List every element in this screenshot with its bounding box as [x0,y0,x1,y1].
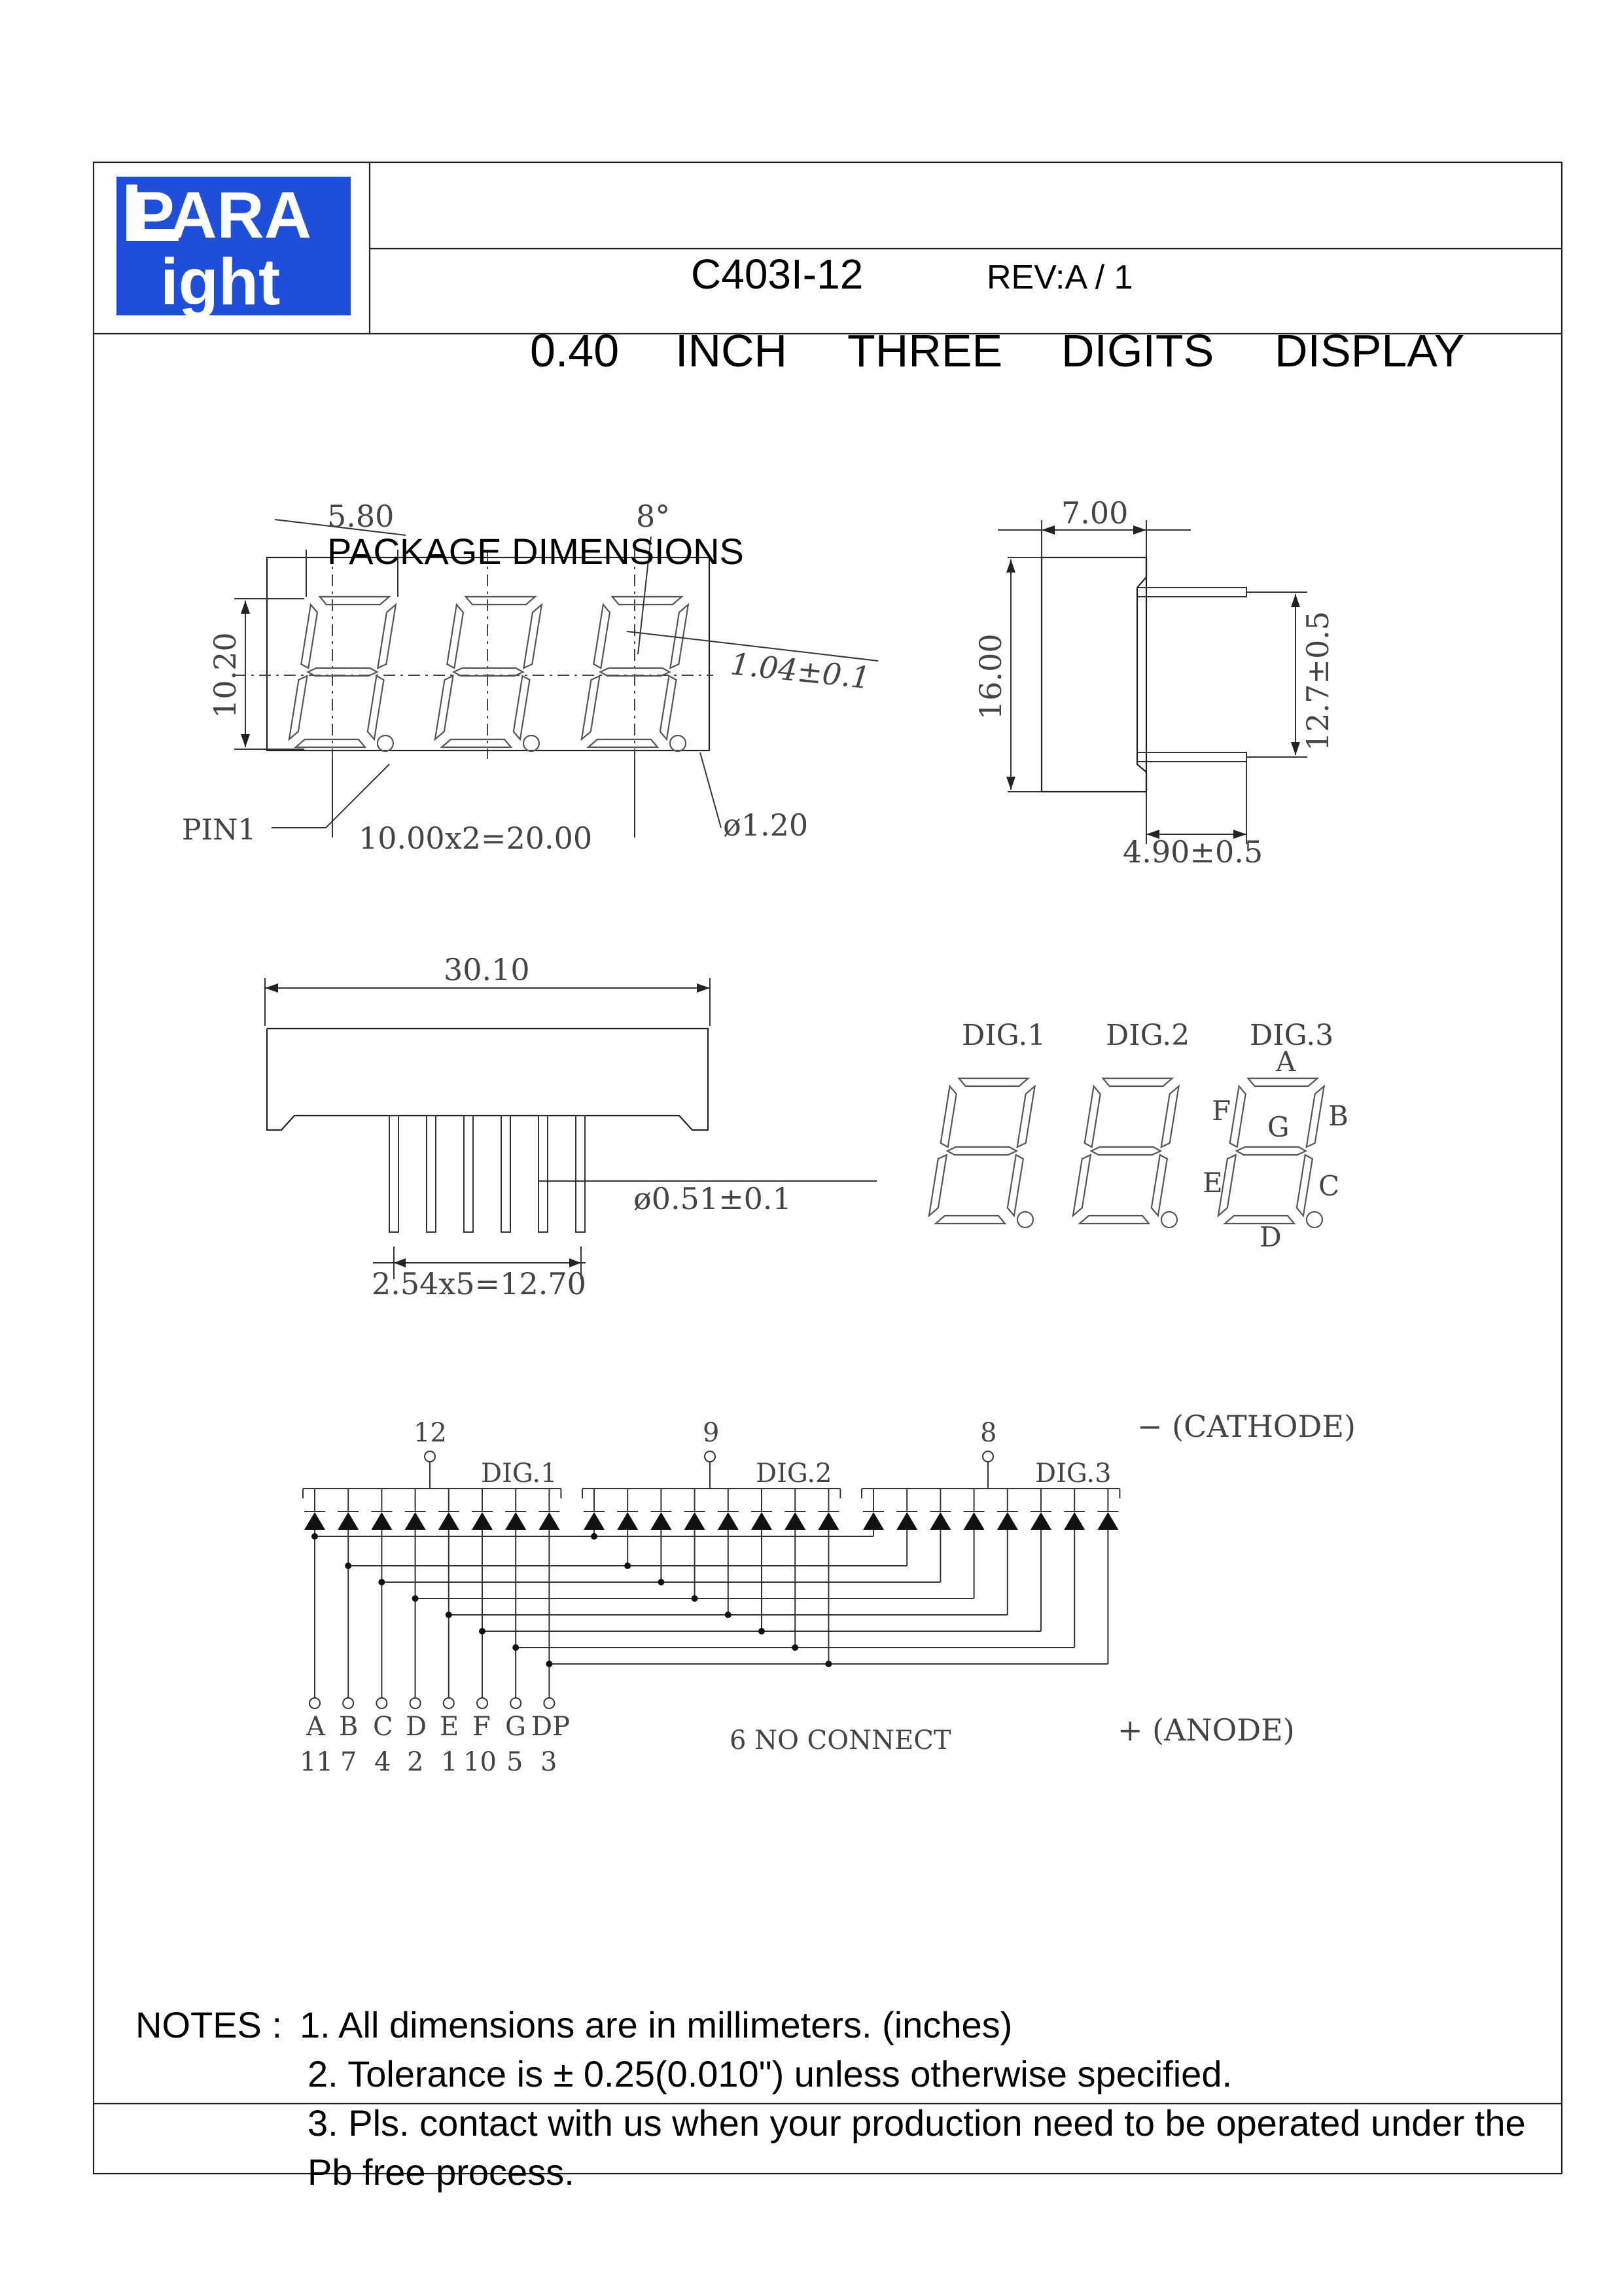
dim-digit-pitch: 10.00x2=20.00 [359,821,593,856]
junction-dot [692,1595,698,1602]
segment-d-label: D [1260,1221,1282,1253]
led-diode [964,1512,985,1530]
notes-block [135,2004,1526,2193]
led-diode [785,1512,805,1530]
segment-terminal [444,1698,454,1708]
anode-label: + (ANODE) [1118,1712,1295,1748]
circuit-digit-1-label: DIG.1 [481,1458,557,1489]
led-diode [863,1512,884,1530]
segment-outline [1248,1078,1318,1086]
junction-dot [658,1579,664,1585]
seg-name-b: B [339,1712,359,1742]
seg-name-dp: DP [531,1712,570,1742]
segment-pin-labels [300,1712,570,1777]
junction-dot [446,1612,452,1618]
common-terminal [425,1451,435,1462]
led-diode [930,1512,951,1530]
decimal-point [1307,1212,1322,1227]
junction-dot [725,1612,732,1618]
title-word-1: 0.40 [530,325,620,376]
segment-outline [612,597,682,605]
digit-2-label: DIG.2 [1106,1019,1190,1052]
segment-terminal [477,1698,487,1708]
decimal-point [378,735,393,751]
junction-dot [624,1563,631,1569]
led-diode [538,1512,559,1530]
segment-outline [660,676,677,739]
segment-terminal [544,1698,554,1708]
common-pin-2: 9 [703,1418,720,1448]
led-diode [338,1512,359,1530]
segment-outline [1230,1086,1246,1147]
segment-outline [523,605,542,668]
part-number: C403I-12 [691,251,864,298]
junction-dot [546,1661,552,1667]
segment-outline [593,605,610,668]
seg-pin-dp: 3 [540,1747,557,1777]
notes-prefix: NOTES : [135,2004,283,2045]
decimal-point [523,735,539,751]
seg-pin-f: 10 [463,1747,497,1777]
dim-digit-height: 10.20 [207,632,243,718]
segment-outline [514,676,530,739]
label-digit-3 [1218,1078,1324,1227]
pin1-label: PIN1 [182,813,256,847]
front-digit-1 [289,597,396,751]
lead-pin [501,1116,510,1232]
segment-outline [320,597,389,605]
common-pin-3: 8 [980,1418,997,1448]
segment-outline [1307,1086,1324,1147]
lead-pin [576,1116,585,1232]
junction-dot [345,1563,351,1569]
logo-text-bottom: ight [160,245,281,319]
dim-body-thickness: 7.00 [1061,495,1129,531]
no-connect-label: 6 NO CONNECT [730,1725,951,1756]
junction-dot [591,1533,597,1540]
segment-outline [1103,1078,1172,1086]
segment-outline [947,1147,1017,1155]
segment-a-label: A [1276,1046,1296,1078]
dim-dp-diameter: ø1.20 [723,807,809,843]
segment-outline [588,739,658,747]
segment-c-label: C [1318,1170,1340,1202]
decimal-point [670,735,686,751]
led-diode [472,1512,493,1530]
led-diode [1064,1512,1085,1530]
note-line-3: 3. Pls. contact with us when your production need to be operated under the [308,2102,1526,2144]
cathode-label: − (CATHODE) [1137,1409,1356,1444]
dim-standoff: 4.90±0.5 [1123,834,1263,870]
seg-name-g: G [505,1712,526,1742]
note-line-4: Pb free process. [308,2151,574,2193]
segment-outline [289,676,308,739]
seg-pin-d: 2 [407,1747,424,1777]
note-line-1: 1. All dimensions are in millimeters. (inches) [300,2004,1013,2045]
logo-text-top: PARA [131,179,311,252]
circuit-digit-3-label: DIG.3 [1035,1458,1112,1489]
led-diode [438,1512,459,1530]
dim-pin-span: 12.7±0.5 [1300,610,1335,751]
seg-name-f: F [472,1712,491,1742]
seg-pin-a: 11 [300,1747,333,1777]
segment-f-label: F [1212,1095,1231,1127]
dim-segment-width: 5.80 [327,499,395,534]
segment-outline [301,605,317,668]
seg-pin-g: 5 [506,1747,523,1777]
segment-outline [1161,1086,1179,1147]
revision-label: REV:A / 1 [987,258,1133,296]
segment-label-drawing [929,1078,1324,1227]
segment-terminal [343,1698,353,1708]
led-diode [584,1512,605,1530]
circuit-diagram [303,1451,1120,1708]
lead-pin [389,1116,398,1232]
junction-dot [512,1644,519,1651]
dim-segment-thickness: 1.04±0.1 [728,646,872,696]
led-diode [304,1512,325,1530]
decimal-point [1161,1212,1177,1227]
digit-3-label: DIG.3 [1250,1019,1334,1052]
junction-dot [311,1533,318,1540]
segment-outline [959,1078,1029,1086]
segment-outline [368,676,384,739]
lead-pin [538,1116,548,1232]
page-frame [94,162,1562,2174]
bottom-view-drawing [265,978,877,1279]
led-diode [505,1512,526,1530]
segment-outline [1073,1155,1091,1216]
title-word-2: INCH [675,325,788,376]
segment-e-label: E [1203,1167,1223,1199]
segment-terminal [309,1698,320,1708]
junction-dot [758,1628,765,1634]
segment-outline [1008,1155,1023,1216]
segment-outline [296,739,365,747]
digit-1-label: DIG.1 [962,1019,1046,1052]
junction-dot [479,1628,485,1634]
segment-terminal [510,1698,521,1708]
segment-outline [447,605,463,668]
company-logo [116,177,351,319]
dim-total-width: 30.10 [444,952,530,987]
segment-outline [941,1086,957,1147]
package-dimensions-label: PACKAGE DIMENSIONS [327,531,744,572]
segment-outline [1017,1086,1035,1147]
segment-g-label: G [1267,1111,1290,1143]
led-diode [896,1512,917,1530]
segment-outline [378,605,396,668]
decimal-point [1017,1212,1033,1227]
segment-outline [936,1216,1005,1224]
led-diode [997,1512,1018,1530]
led-diode [405,1512,426,1530]
junction-dot [825,1661,832,1667]
segment-terminal [376,1698,387,1708]
seg-pin-c: 4 [374,1747,391,1777]
label-digit-2 [1073,1078,1179,1227]
segment-outline [1237,1147,1306,1155]
junction-dot [412,1595,419,1602]
front-digit-2 [435,597,542,751]
document-title [530,325,1465,376]
seg-name-d: D [406,1712,427,1742]
seg-name-e: E [440,1712,459,1742]
segment-outline [1297,1155,1313,1216]
label-digit-1 [929,1078,1035,1227]
segment-outline [1152,1155,1167,1216]
led-diode [818,1512,839,1530]
title-word-3: THREE [847,325,1003,376]
led-diode [684,1512,705,1530]
led-diode [650,1512,671,1530]
led-diode [617,1512,638,1530]
circuit-digit-2-label: DIG.2 [756,1458,832,1489]
segment-outline [466,597,535,605]
lead-pin [427,1116,436,1232]
led-diode [1031,1512,1051,1530]
dim-pin-diameter: ø0.51±0.1 [633,1181,792,1216]
note-line-2: 2. Tolerance is ± 0.25(0.010") unless otherwise specified. [308,2053,1233,2094]
led-diode [718,1512,739,1530]
led-diode [751,1512,772,1530]
led-diode [371,1512,392,1530]
title-word-4: DIGITS [1061,325,1214,376]
segment-b-label: B [1328,1100,1349,1132]
common-terminal [983,1451,993,1462]
lead-pin [464,1116,473,1232]
title-word-5: DISPLAY [1275,325,1465,376]
common-pin-1: 12 [414,1418,447,1448]
junction-dot [792,1644,798,1651]
junction-dot [378,1579,385,1585]
segment-outline [1091,1147,1161,1155]
seg-name-c: C [373,1712,393,1742]
seg-name-a: A [306,1712,325,1742]
segment-outline [582,676,600,739]
dim-body-height: 16.00 [973,633,1008,720]
side-view-drawing [998,520,1307,844]
segment-terminal [410,1698,421,1708]
led-diode [1097,1512,1118,1530]
common-terminal [705,1451,715,1462]
dim-pin-pitch: 2.54x5=12.70 [372,1266,586,1301]
segment-outline [929,1155,947,1216]
segment-outline [1085,1086,1101,1147]
segment-outline [442,739,511,747]
segment-outline [435,676,453,739]
seg-pin-e: 1 [441,1747,458,1777]
segment-outline [1080,1216,1149,1224]
seg-pin-b: 7 [340,1747,357,1777]
dim-slant-angle: 8° [636,499,671,534]
